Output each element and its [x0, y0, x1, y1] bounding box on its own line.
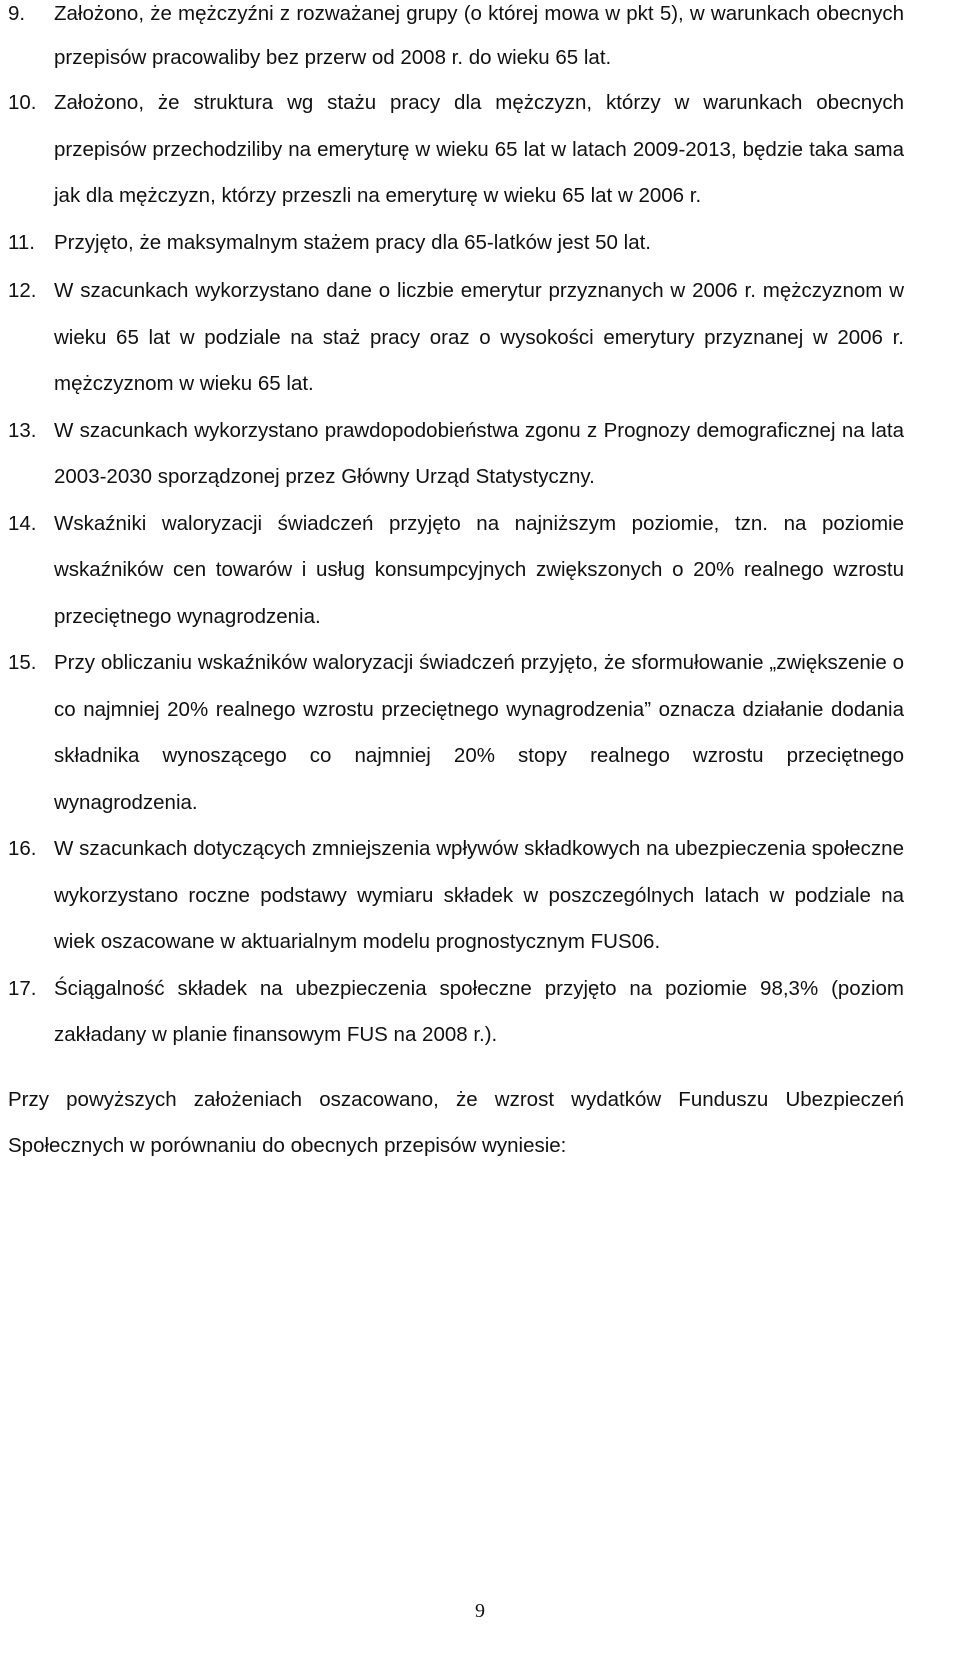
item-text: Założono, że mężczyźni z rozważanej grupy (o której mowa w pkt 5), w warunkach obecnych przepisów pracowaliby bez przerw od 2008 r. do wieku 65 lat.	[54, 2, 904, 69]
closing-paragraph: Przy powyższych założeniach oszacowano, że wzrost wydatków Funduszu Ubezpieczeń Społecznych w porównaniu do obecnych przepisów wyniesie:	[8, 1087, 904, 1157]
list-item	[8, 640, 904, 826]
item-text: Przy obliczaniu wskaźników waloryzacji świadczeń przyjęto, że sformułowanie „zwiększenie o co najmniej 20% realnego wzrostu przeciętnego wynagrodzenia” oznacza działanie dodania składnika wynoszącego co najmniej 20% stopy realnego wzrostu przeciętnego wynagrodzenia.	[54, 651, 904, 814]
list-item	[8, 966, 904, 1059]
item-text: Przyjęto, że maksymalnym stażem pracy dla 65-latków jest 50 lat.	[54, 230, 651, 254]
list-item	[8, 408, 904, 501]
item-number: 14.	[8, 511, 37, 535]
item-text: Ściągalność składek na ubezpieczenia społeczne przyjęto na poziomie 98,3% (poziom zakładany w planie finansowym FUS na 2008 r.).	[54, 976, 904, 1046]
list-item	[8, 826, 904, 966]
item-number: 15.	[8, 651, 37, 674]
document-body	[8, 0, 904, 1190]
item-number: 16.	[8, 837, 37, 860]
list-item	[8, 220, 904, 267]
item-number: 9.	[8, 2, 26, 25]
item-number: 13.	[8, 418, 37, 442]
item-number: 17.	[8, 976, 37, 1000]
page-number: 9	[475, 1600, 485, 1622]
item-text: Założono, że struktura wg stażu pracy dla mężczyzn, którzy w warunkach obecnych przepisów przechodziliby na emeryturę w wieku 65 lat w latach 2009-2013, będzie taka sama jak dla mężczyzn, którzy przeszli na emeryturę w wieku 65 lat w 2006 r.	[54, 91, 904, 207]
item-text: Wskaźniki waloryzacji świadczeń przyjęto na najniższym poziomie, tzn. na poziomie wskaźników cen towarów i usług konsumpcyjnych zwiększonych o 20% realnego wzrostu przeciętnego wynagrodzenia.	[54, 511, 904, 628]
list-item	[8, 268, 904, 408]
list-item	[8, 501, 904, 641]
item-number: 10.	[8, 91, 37, 114]
list-item	[8, 80, 904, 220]
item-text: W szacunkach dotyczących zmniejszenia wpływów składkowych na ubezpieczenia społeczne wykorzystano roczne podstawy wymiaru składek w poszczególnych latach w podziale na wiek oszacowane w aktuarialnym modelu prognostycznym FUS06.	[54, 837, 904, 953]
item-number: 11.	[8, 230, 35, 254]
item-text: W szacunkach wykorzystano dane o liczbie emerytur przyznanych w 2006 r. mężczyznom w wieku 65 lat w podziale na staż pracy oraz o wysokości emerytury przyznanej w 2006 r. mężczyznom w wieku 65 lat.	[54, 279, 904, 395]
item-number: 12.	[8, 279, 37, 302]
list-item	[8, 0, 904, 80]
item-text: W szacunkach wykorzystano prawdopodobieństwa zgonu z Prognozy demograficznej na lata 2003-2030 sporządzonej przez Główny Urząd Statystyczny.	[54, 418, 904, 488]
